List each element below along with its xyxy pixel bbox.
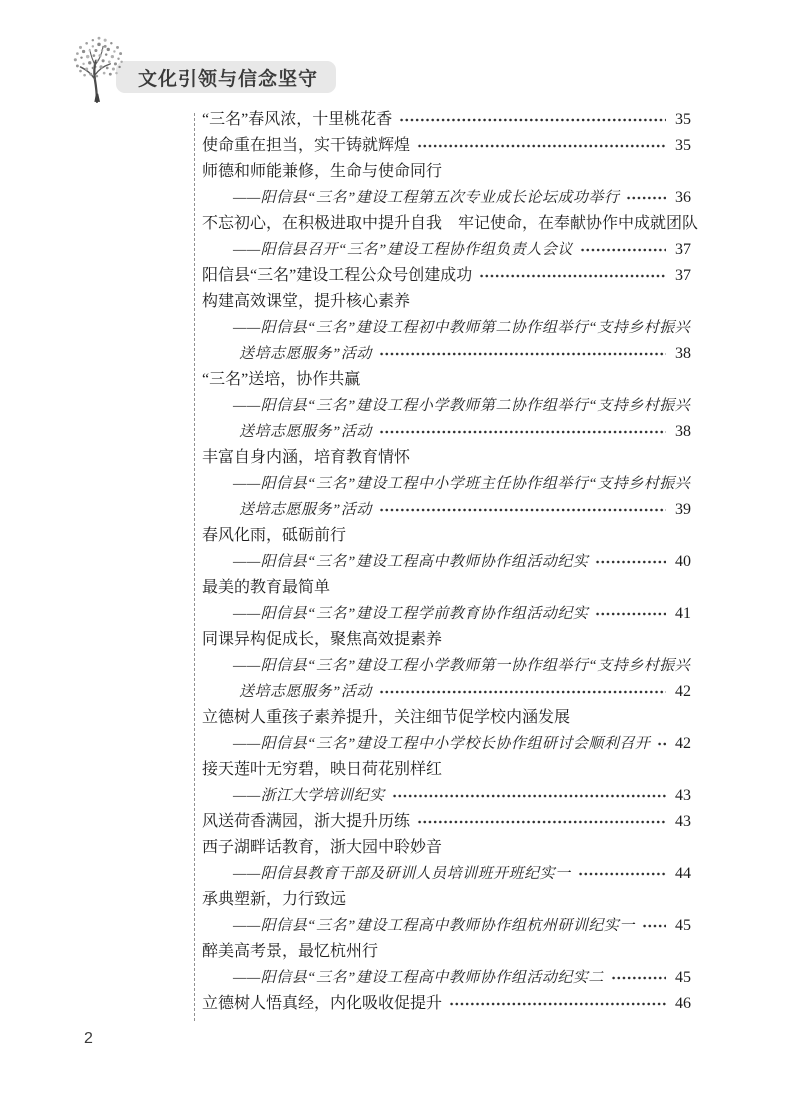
toc-line <box>202 757 691 783</box>
toc-line <box>202 887 691 913</box>
toc-line-text: 春风化雨，砥砺前行 <box>202 527 347 544</box>
toc-line <box>202 809 691 835</box>
page-number: 2 <box>84 1030 93 1047</box>
toc-line-text: 送培志愿服务”活动 <box>239 502 372 518</box>
toc-page-number: 35 <box>675 111 691 128</box>
toc-line-text: 送培志愿服务”活动 <box>239 346 372 362</box>
toc-line-text: ——阳信县“三名”建设工程高中教师协作组活动纪实二 <box>233 970 604 986</box>
toc-line <box>202 523 691 549</box>
toc-page-number: 41 <box>675 605 691 622</box>
dot-leader <box>611 971 666 985</box>
toc-line-text: ——浙江大学培训纪实 <box>233 788 385 804</box>
toc-line-text: ——阳信县召开“三名”建设工程协作组负责人会议 <box>233 242 573 258</box>
toc-line-text: 送培志愿服务”活动 <box>239 684 372 700</box>
toc-line <box>202 965 691 991</box>
toc-list <box>202 107 699 1017</box>
toc-line <box>202 211 699 237</box>
toc-line <box>202 471 691 497</box>
toc-line <box>202 991 691 1017</box>
toc-line-text: ——阳信县“三名”建设工程第五次专业成长论坛成功举行 <box>233 190 620 206</box>
dashed-divider <box>194 113 195 1021</box>
toc-line <box>202 861 691 887</box>
toc-line-text: 承典塑新，力行致远 <box>202 891 347 908</box>
toc-line <box>202 133 691 159</box>
toc-line <box>202 497 691 523</box>
dot-leader <box>417 139 666 153</box>
dot-leader <box>642 919 666 933</box>
toc-page-number: 42 <box>675 683 691 700</box>
toc-line-text: 使命重在担当，实干铸就辉煌 <box>202 137 411 154</box>
toc-line <box>202 263 691 289</box>
toc-page-number: 36 <box>675 189 691 206</box>
toc-line-text: ——阳信县“三名”建设工程初中教师第二协作组举行“支持乡村振兴 <box>233 320 691 336</box>
toc-line-text: 同课异构促成长，聚焦高效提素养 <box>202 631 443 648</box>
toc-line-text: ——阳信县教育干部及研训人员培训班开班纪实一 <box>233 866 571 882</box>
toc-line <box>202 653 691 679</box>
toc-line <box>202 107 691 133</box>
toc-line-text: 送培志愿服务”活动 <box>239 424 372 440</box>
toc-line-text: 构建高效课堂，提升核心素养 <box>202 293 411 310</box>
toc-line <box>202 159 691 185</box>
toc-line <box>202 419 691 445</box>
toc-line-text: ——阳信县“三名”建设工程学前教育协作组活动纪实 <box>233 606 589 622</box>
toc-line-text: 不忘初心，在积极进取中提升自我 牢记使命，在奉献协作中成就团队 <box>202 215 699 232</box>
dot-leader <box>626 191 666 205</box>
dot-leader <box>379 425 666 439</box>
toc-line-text: 最美的教育最简单 <box>202 579 331 596</box>
toc-line <box>202 705 691 731</box>
dot-leader <box>580 243 666 257</box>
toc-line <box>202 185 691 211</box>
dot-leader <box>578 867 666 881</box>
dot-leader <box>595 607 666 621</box>
dot-leader <box>379 503 666 517</box>
toc-page-number: 37 <box>675 241 691 258</box>
toc-line-text: ——阳信县“三名”建设工程高中教师协作组杭州研训纪实一 <box>233 918 635 934</box>
toc-line-text: 师德和师能兼修，生命与使命同行 <box>202 163 443 180</box>
toc-page-number: 37 <box>675 267 691 284</box>
dot-leader <box>479 269 666 283</box>
toc-line-text: 立德树人悟真经，内化吸收促提升 <box>202 995 443 1012</box>
tree-logo-icon <box>64 33 134 105</box>
toc-page-number: 42 <box>675 735 691 752</box>
toc-line <box>202 393 691 419</box>
toc-line <box>202 835 691 861</box>
toc-line-text: 丰富自身内涵，培育教育情怀 <box>202 449 411 466</box>
toc-line-text: ——阳信县“三名”建设工程小学教师第二协作组举行“支持乡村振兴 <box>233 398 691 414</box>
toc-line-text: ——阳信县“三名”建设工程小学教师第一协作组举行“支持乡村振兴 <box>233 658 691 674</box>
toc-line-text: ——阳信县“三名”建设工程中小学校长协作组研讨会顺利召开 <box>233 736 651 752</box>
toc-line <box>202 731 691 757</box>
toc-line-text: 接天莲叶无穷碧，映日荷花别样红 <box>202 761 443 778</box>
dot-leader <box>657 737 666 751</box>
toc-line <box>202 783 691 809</box>
toc-page-number: 38 <box>675 345 691 362</box>
section-badge <box>116 61 336 93</box>
dot-leader <box>392 789 666 803</box>
dot-leader <box>417 815 666 829</box>
toc-line-text: ——阳信县“三名”建设工程高中教师协作组活动纪实 <box>233 554 589 570</box>
toc-page-number: 38 <box>675 423 691 440</box>
toc-line-text: 西子湖畔话教育，浙大园中聆妙音 <box>202 839 443 856</box>
toc-line <box>202 913 691 939</box>
toc-line <box>202 341 691 367</box>
toc-page-number: 45 <box>675 969 691 986</box>
toc-line <box>202 315 691 341</box>
dot-leader <box>595 555 666 569</box>
toc-line-text: “三名”春风浓，十里桃花香 <box>202 111 393 128</box>
toc-line <box>202 367 691 393</box>
toc-page-number: 45 <box>675 917 691 934</box>
toc-page-number: 46 <box>675 995 691 1012</box>
toc-page-number: 43 <box>675 813 691 830</box>
section-badge-label: 文化引领与信念坚守 <box>138 68 319 90</box>
toc-line <box>202 627 691 653</box>
toc-page-number: 44 <box>675 865 691 882</box>
toc-line <box>202 939 691 965</box>
toc-page-number: 43 <box>675 787 691 804</box>
dot-leader <box>379 685 666 699</box>
toc-line <box>202 289 691 315</box>
toc-line-text: 立德树人重孩子素养提升，关注细节促学校内涵发展 <box>202 709 571 726</box>
toc-line-text: 阳信县“三名”建设工程公众号创建成功 <box>202 267 473 284</box>
toc-line-text: 风送荷香满园，浙大提升历练 <box>202 813 411 830</box>
dot-leader <box>379 347 666 361</box>
toc-line-text: ——阳信县“三名”建设工程中小学班主任协作组举行“支持乡村振兴 <box>233 476 691 492</box>
toc-line-text: “三名”送培，协作共赢 <box>202 371 361 388</box>
toc-page-number: 39 <box>675 501 691 518</box>
toc-page-number: 40 <box>675 553 691 570</box>
toc-line <box>202 237 691 263</box>
toc-line-text: 醉美高考景，最忆杭州行 <box>202 943 379 960</box>
toc-line <box>202 575 691 601</box>
dot-leader <box>399 113 666 127</box>
toc-line <box>202 549 691 575</box>
toc-line <box>202 601 691 627</box>
toc-line <box>202 445 691 471</box>
toc-page-number: 35 <box>675 137 691 154</box>
dot-leader <box>449 997 666 1011</box>
toc-line <box>202 679 691 705</box>
